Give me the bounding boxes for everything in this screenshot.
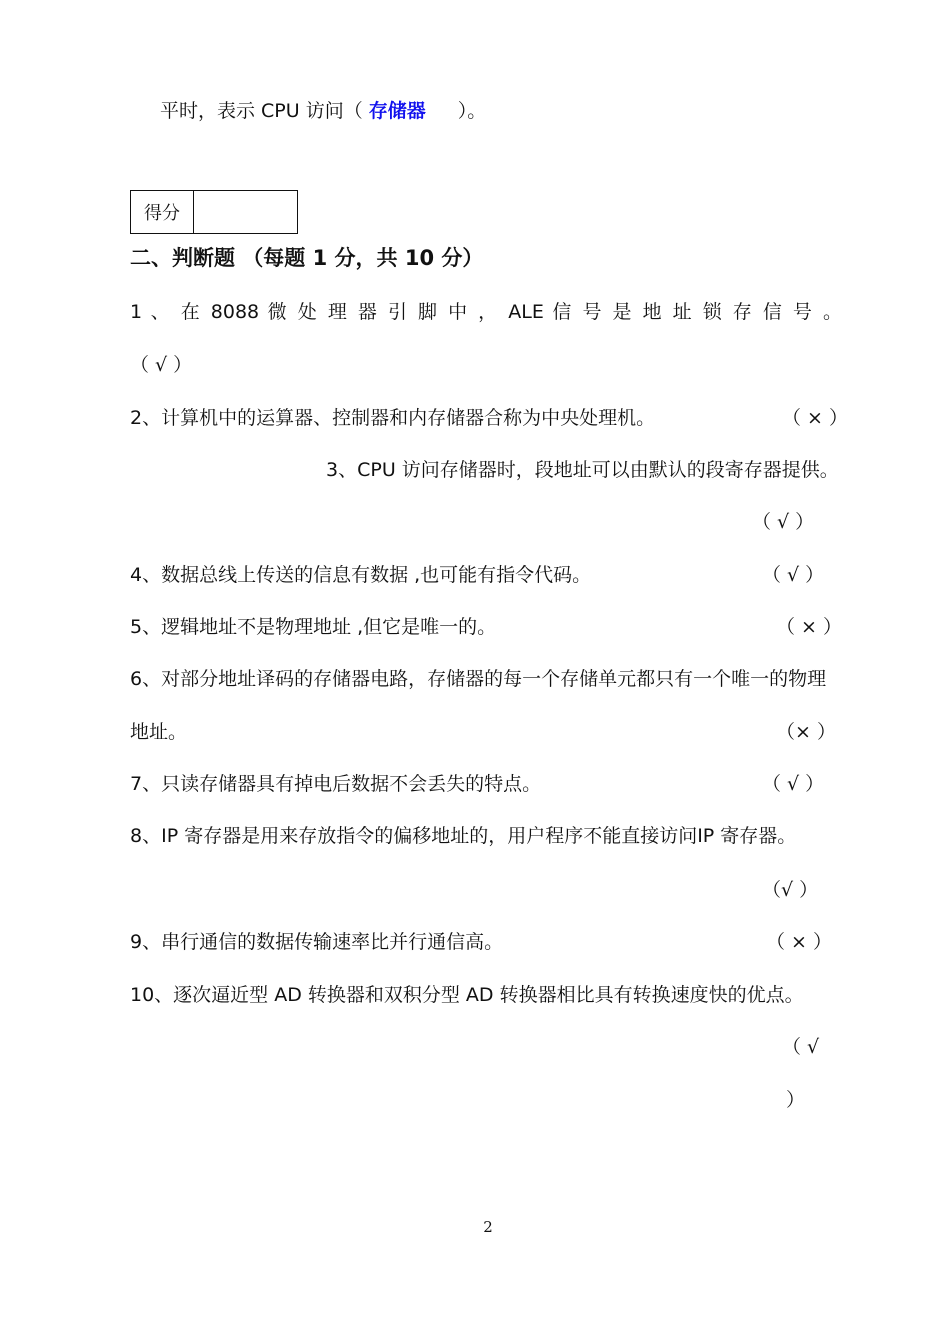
intro-suffix: ）。 — [457, 100, 487, 122]
question-6-text-cont: 地址。 — [130, 721, 188, 743]
question-6-mark: （× ） — [776, 721, 836, 743]
question-5-text: 5、逻辑地址不是物理地址 ,但它是唯一的。 — [130, 616, 497, 638]
question-5-mark: （ × ） — [776, 616, 842, 638]
page-number: 2 — [483, 1218, 493, 1236]
question-7-mark: （ √ ） — [762, 773, 825, 795]
question-10-text: 10、逐次逼近型 AD 转换器和双积分型 AD 转换器相比具有转换速度快的优点。 — [130, 984, 804, 1006]
question-6-text: 6、对部分地址译码的存储器电路，存储器的每一个存储单元都只有一个唯一的物理 — [130, 668, 827, 690]
intro-answer: 存储器 — [368, 100, 426, 122]
intro-prefix: 平时，表示 CPU 访问（ — [160, 100, 363, 122]
question-2-mark: （ × ） — [782, 407, 848, 429]
section-title: 二、判断题 （每题 1 分，共 10 分） — [130, 246, 484, 270]
score-label: 得分 — [131, 191, 194, 233]
question-4-text: 4、数据总线上传送的信息有数据 ,也可能有指令代码。 — [130, 564, 592, 586]
question-10-mark-close: ） — [786, 1089, 806, 1111]
question-3-mark: （ √ ） — [752, 511, 815, 533]
question-3-text: 3、CPU 访问存储器时，段地址可以由默认的段寄存器提供。 — [326, 459, 839, 481]
question-10-mark-open: （ √ — [782, 1036, 820, 1058]
question-9-mark: （ × ） — [766, 931, 832, 953]
question-1-mark: （ √ ） — [130, 354, 193, 376]
question-2-text: 2、计算机中的运算器、控制器和内存储器合称为中央处理机。 — [130, 407, 656, 429]
question-9-text: 9、串行通信的数据传输速率比并行通信高。 — [130, 931, 504, 953]
intro-line — [160, 98, 486, 124]
question-1-text: 1 、 在 8088 微 处 理 器 引 脚 中 ， ALE 信 号 是 地 址 锁 存 信 号 。 — [130, 301, 842, 323]
score-value[interactable] — [194, 191, 297, 233]
question-8-mark: （√ ） — [762, 879, 819, 901]
question-8-text: 8、IP 寄存器是用来存放指令的偏移地址的，用户程序不能直接访问IP 寄存器。 — [130, 825, 797, 847]
score-box — [130, 190, 298, 234]
question-7-text: 7、只读存储器具有掉电后数据不会丢失的特点。 — [130, 773, 542, 795]
question-4-mark: （ √ ） — [762, 564, 825, 586]
